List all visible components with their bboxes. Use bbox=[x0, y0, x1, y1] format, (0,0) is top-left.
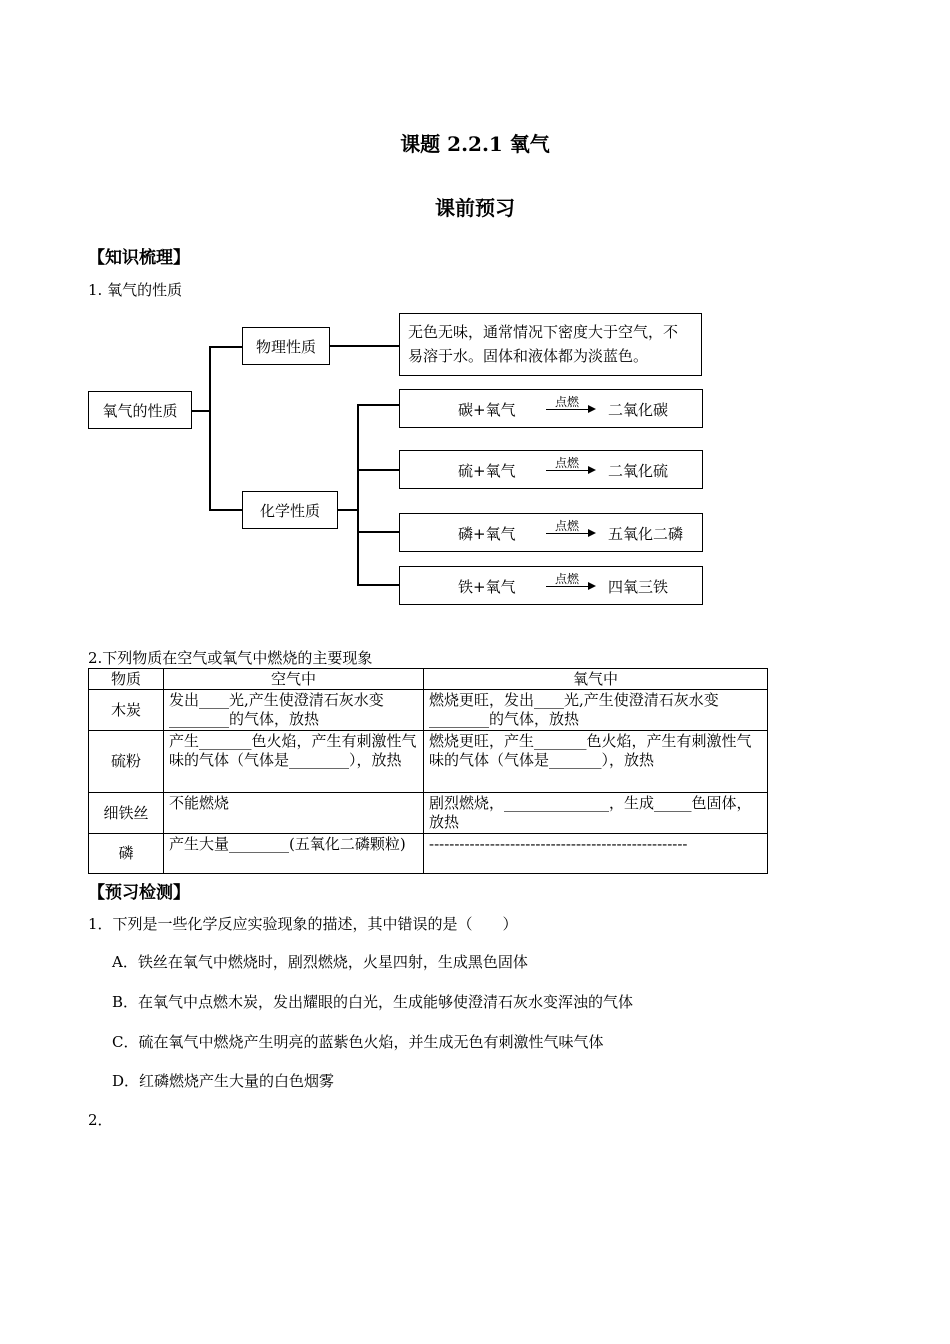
header-air: 空气中 bbox=[164, 669, 424, 690]
reactants: 磷+氧气 bbox=[458, 525, 516, 543]
section-knowledge: 【知识梳理】 bbox=[88, 248, 190, 268]
item-oxygen-properties: 1. 氧气的性质 bbox=[88, 281, 183, 299]
cell-oxygen: 燃烧更旺，产生_______色火焰，产生有刺激性气味的气体（气体是_______），放热 bbox=[424, 731, 768, 793]
product: 五氧化二磷 bbox=[608, 525, 684, 543]
item-combustion-phenomena: 2.下列物质在空气或氧气中燃烧的主要现象 bbox=[88, 649, 373, 667]
condition-label: 点燃 bbox=[555, 395, 580, 409]
chemical-properties-box: 化学性质 bbox=[242, 491, 338, 529]
table-row bbox=[89, 731, 768, 793]
reaction-box-carbon bbox=[399, 389, 703, 428]
connector bbox=[209, 509, 242, 511]
reaction-box-iron bbox=[399, 566, 703, 605]
cell-substance: 硫粉 bbox=[89, 731, 164, 793]
condition-label: 点燃 bbox=[555, 519, 580, 533]
connector bbox=[209, 346, 211, 510]
cell-air: 产生大量________(五氧化二磷颗粒) bbox=[164, 834, 424, 874]
connector bbox=[330, 345, 399, 347]
table-row bbox=[89, 834, 768, 874]
connector bbox=[357, 469, 399, 471]
question-1-option-d: D．红磷燃烧产生大量的白色烟雾 bbox=[112, 1072, 335, 1090]
cell-substance: 磷 bbox=[89, 834, 164, 874]
product: 四氧三铁 bbox=[608, 578, 669, 596]
reactants: 碳+氧气 bbox=[458, 401, 516, 419]
table-row bbox=[89, 793, 768, 834]
header-oxygen: 氧气中 bbox=[424, 669, 768, 690]
physical-desc-line1: 无色无味，通常情况下密度大于空气，不 bbox=[408, 323, 679, 341]
arrow-icon bbox=[546, 586, 594, 587]
arrow-icon bbox=[546, 409, 594, 410]
connector bbox=[209, 346, 242, 348]
page-subtitle: 课前预习 bbox=[435, 196, 515, 220]
question-1-stem: 1．下列是一些化学反应实验现象的描述，其中错误的是（ ） bbox=[88, 915, 518, 933]
reactants: 硫+氧气 bbox=[458, 462, 516, 480]
cell-substance: 细铁丝 bbox=[89, 793, 164, 834]
physical-properties-box: 物理性质 bbox=[242, 327, 330, 365]
cell-oxygen: 剧烈燃烧，______________，生成_____色固体，放热 bbox=[424, 793, 768, 834]
table-row bbox=[89, 690, 768, 731]
cell-substance: 木炭 bbox=[89, 690, 164, 731]
physical-desc-line2: 易溶于水。固体和液体都为淡蓝色。 bbox=[408, 347, 649, 365]
connector bbox=[357, 531, 399, 533]
reaction-box-sulfur bbox=[399, 450, 703, 489]
connector bbox=[192, 410, 209, 412]
header-substance: 物质 bbox=[89, 669, 164, 690]
connector bbox=[357, 404, 399, 406]
physical-description-box bbox=[399, 313, 702, 376]
cell-air: 发出____光,产生使澄清石灰水变________的气体，放热 bbox=[164, 690, 424, 731]
page-title: 课题 2.2.1 氧气 bbox=[400, 132, 550, 156]
cell-air: 产生_______色火焰，产生有刺激性气味的气体（气体是________），放热 bbox=[164, 731, 424, 793]
connector bbox=[357, 584, 399, 586]
product: 二氧化硫 bbox=[608, 462, 669, 480]
cell-air: 不能燃烧 bbox=[164, 793, 424, 834]
section-preview-check: 【预习检测】 bbox=[88, 883, 190, 903]
combustion-table bbox=[88, 668, 768, 874]
condition-label: 点燃 bbox=[555, 456, 580, 470]
cell-oxygen: --------------------------------------------------- bbox=[424, 834, 768, 874]
question-1-option-b: B．在氧气中点燃木炭，发出耀眼的白光，生成能够使澄清石灰水变浑浊的气体 bbox=[112, 993, 634, 1011]
cell-oxygen: 燃烧更旺，发出____光,产生使澄清石灰水变________的气体，放热 bbox=[424, 690, 768, 731]
question-1-option-a: A．铁丝在氧气中燃烧时，剧烈燃烧，火星四射，生成黑色固体 bbox=[112, 953, 528, 971]
table-header-row bbox=[89, 669, 768, 690]
question-2: 2． bbox=[88, 1111, 113, 1129]
question-1-option-c: C．硫在氧气中燃烧产生明亮的蓝紫色火焰，并生成无色有刺激性气味气体 bbox=[112, 1033, 604, 1051]
reactants: 铁+氧气 bbox=[458, 578, 516, 596]
condition-label: 点燃 bbox=[555, 572, 580, 586]
diagram-root-box: 氧气的性质 bbox=[88, 391, 192, 429]
connector bbox=[357, 404, 359, 585]
reaction-box-phosphorus bbox=[399, 513, 703, 552]
arrow-icon bbox=[546, 533, 594, 534]
connector bbox=[338, 509, 358, 511]
product: 二氧化碳 bbox=[608, 401, 669, 419]
arrow-icon bbox=[546, 470, 594, 471]
